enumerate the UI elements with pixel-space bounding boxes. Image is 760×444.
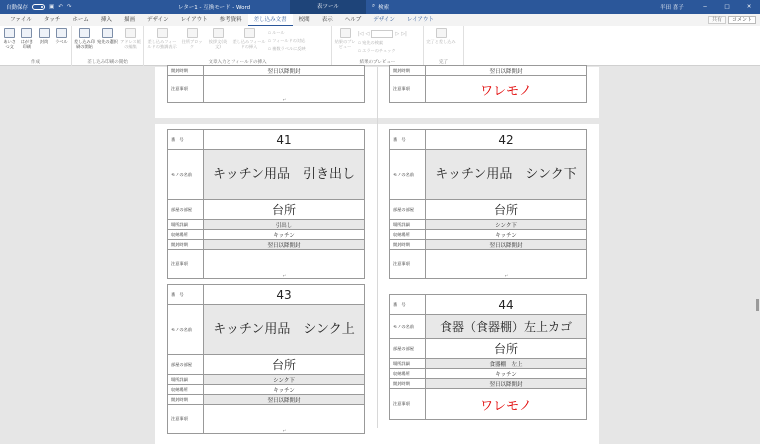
tab-touch[interactable]: タッチ [43, 17, 61, 23]
tab-references[interactable]: 参考資料 [219, 17, 242, 23]
close-button[interactable]: ✕ [746, 4, 752, 10]
tab-table-layout[interactable]: レイアウト [406, 17, 434, 23]
label-card [389, 129, 587, 279]
field-label-note: 注意事項 [390, 389, 426, 419]
field-label-destination: 収納場所 [390, 369, 426, 378]
field-label-place: 場所詳細 [390, 359, 426, 368]
field-label-open: 開封時期 [168, 395, 204, 404]
comment-button[interactable]: コメント [728, 16, 756, 24]
field-label-room: 部屋の部屋 [168, 200, 204, 219]
table-tools-tab: 表ツール [290, 0, 366, 14]
update-labels-button[interactable]: ▫ 複数ラベルに反映 [268, 46, 306, 52]
field-label-num: 番 号 [390, 130, 426, 149]
tab-file[interactable]: ファイル [10, 17, 32, 23]
value-room[interactable]: 台所 [493, 203, 518, 217]
minimize-button[interactable]: ─ [703, 4, 707, 10]
group-start-merge: 差し込み印刷の開始 宛先の選択 アドレス帳の編集 差し込み印刷の開始 [72, 26, 144, 66]
tab-view[interactable]: 表示 [321, 17, 333, 23]
field-label-note: 注意事項 [168, 250, 204, 278]
share-button[interactable]: 共有 [708, 16, 726, 24]
preview-icon [340, 28, 351, 38]
recipients-icon [102, 28, 113, 38]
label-card [389, 294, 587, 420]
finish-icon [436, 28, 447, 38]
match-fields-button[interactable]: ▫ フィールドの対応 [268, 38, 306, 44]
value-name[interactable]: キッチン用品 シンク下 [435, 166, 577, 182]
value-name[interactable]: 食器（食器棚）左上カゴ [439, 320, 572, 334]
value-open[interactable]: 翌日以降開封 [267, 68, 301, 75]
value-destination[interactable]: キッチン [273, 387, 295, 394]
postcard-icon [21, 28, 32, 38]
value-num[interactable]: 44 [498, 297, 514, 312]
address-icon [187, 28, 198, 38]
envelope-button[interactable]: 封筒 [37, 28, 52, 66]
value-destination[interactable]: キッチン [495, 232, 517, 239]
value-place[interactable]: シンク下 [273, 377, 295, 384]
group-create: あいさつ文 はがき印刷 封筒 ラベル 作成 [0, 26, 72, 66]
field-label-open: 開封時期 [390, 240, 426, 249]
label-column-divider [377, 67, 378, 428]
field-label-place: 場所詳細 [168, 220, 204, 229]
group-finish: 完了と差し込み 完了 [424, 26, 464, 66]
value-name[interactable]: キッチン用品 シンク上 [213, 321, 355, 337]
redo-icon[interactable]: ↷ [66, 4, 72, 10]
value-note[interactable]: ↵ [504, 273, 509, 278]
record-navigator[interactable] [358, 28, 407, 38]
ribbon-tabs [0, 14, 760, 26]
document-title: レター1 - 互換モード - Word [178, 5, 251, 11]
save-icon[interactable]: ▣ [49, 4, 55, 10]
finish-merge-button[interactable]: 完了と差し込み [426, 28, 456, 66]
highlight-icon [157, 28, 168, 38]
field-label-destination: 収納場所 [390, 230, 426, 239]
value-room[interactable]: 台所 [493, 342, 518, 356]
tab-mailings[interactable]: 差し込み文書 [248, 14, 293, 26]
user-name[interactable]: 半田 喜子 [660, 5, 684, 11]
search-icon: ⌕ [372, 3, 376, 9]
value-note-fragile[interactable]: ワレモノ [480, 83, 532, 99]
edit-list-icon [125, 28, 136, 38]
field-label-open: 開封時期 [168, 66, 204, 75]
value-num[interactable]: 42 [498, 132, 514, 147]
value-place[interactable]: 食器棚 左上 [489, 361, 523, 368]
rules-button[interactable]: ▫ ルール [268, 30, 306, 36]
insert-field-button[interactable]: 差し込みフィールドの挿入 [232, 28, 266, 66]
prev-record-icon[interactable]: ◁ [365, 31, 370, 37]
value-name[interactable]: キッチン用品 引き出し [212, 166, 356, 182]
autosave-label: 自動保存 [6, 5, 29, 11]
value-room[interactable]: 台所 [271, 358, 296, 372]
field-label-room: 部屋の部屋 [390, 200, 426, 219]
field-label-open: 開封時期 [390, 66, 426, 75]
group-preview: 結果のプレビュー |◁ ◁ ▷ ▷| ▫ 宛先の検索 ▫ エラーのチェック 結果のプレビュー [332, 26, 424, 66]
document-area[interactable] [0, 67, 760, 433]
undo-icon[interactable]: ↶ [58, 4, 63, 10]
label-card [167, 284, 365, 434]
insert-field-icon [244, 28, 255, 38]
value-num[interactable]: 41 [276, 132, 292, 147]
tab-home[interactable]: ホーム [72, 17, 89, 23]
field-label-num: 番 号 [168, 130, 204, 149]
value-open[interactable]: 翌日以降開封 [489, 242, 523, 249]
value-open[interactable]: 翌日以降開封 [267, 242, 301, 249]
preview-results-button[interactable]: 結果のプレビュー [334, 28, 356, 66]
value-open[interactable]: 翌日以降開封 [267, 397, 301, 404]
check-errors-button[interactable]: ▫ エラーのチェック [358, 48, 407, 54]
label-partial-left [167, 65, 365, 103]
first-record-icon[interactable]: |◁ [358, 31, 364, 37]
value-note[interactable]: ↵ [282, 428, 287, 433]
search-box[interactable] [372, 3, 389, 11]
value-num[interactable]: 43 [276, 287, 292, 302]
field-label-name: モノの名前 [168, 150, 204, 199]
value-destination[interactable]: キッチン [495, 371, 517, 378]
highlight-fields-button[interactable]: 差し込みフィールドの強調表示 [146, 28, 178, 66]
label-partial-right [389, 65, 587, 103]
value-open[interactable]: 翌日以降開封 [489, 381, 523, 388]
start-merge-button[interactable]: 差し込み印刷の開始 [74, 28, 95, 66]
field-label-room: 部屋の部屋 [390, 339, 426, 358]
letter-icon [4, 28, 15, 38]
tab-insert[interactable]: 挿入 [100, 17, 112, 23]
value-note[interactable]: ↵ [282, 97, 287, 102]
value-open[interactable]: 翌日以降開封 [489, 68, 523, 75]
merge-icon [79, 28, 90, 38]
value-room[interactable]: 台所 [271, 203, 296, 217]
field-label-room: 部屋の部屋 [168, 355, 204, 374]
labels-button[interactable]: ラベル [54, 28, 69, 66]
address-block-button[interactable]: 住所ブロック [180, 28, 204, 66]
greeting-line-button[interactable]: 挨拶文(英文) [206, 28, 230, 66]
vertical-scrollbar[interactable] [756, 299, 759, 311]
envelope-icon [39, 28, 50, 38]
field-label-num: 番 号 [168, 285, 204, 304]
find-recipient-button[interactable]: ▫ 宛先の検索 [358, 40, 407, 46]
edit-list-button[interactable]: アドレス帳の編集 [120, 28, 141, 66]
tab-help[interactable]: ヘルプ [344, 17, 362, 23]
record-number-input[interactable] [371, 30, 393, 38]
value-place[interactable]: シンク下 [495, 222, 517, 229]
autosave-toggle[interactable] [32, 4, 45, 10]
search-label: 検索 [378, 5, 390, 11]
field-label-place: 場所詳細 [168, 375, 204, 384]
ribbon [0, 26, 760, 66]
field-label-name: モノの名前 [390, 150, 426, 199]
next-record-icon[interactable]: ▷ [395, 31, 400, 37]
group-fields: 差し込みフィールドの強調表示 住所ブロック 挨拶文(英文) 差し込みフィールドの挿入 ▫ ルール ▫ フィールドの対応 ▫ 複数ラベルに反映 文章入力とフィールドの挿入 [144, 26, 332, 66]
greeting-button[interactable]: あいさつ文 [2, 28, 17, 66]
maximize-button[interactable]: □ [724, 4, 730, 10]
labels-icon [56, 28, 67, 38]
tab-design[interactable]: デザイン [146, 17, 169, 23]
value-destination[interactable]: キッチン [273, 232, 295, 239]
field-label-note: 注意事項 [390, 250, 426, 278]
field-label-open: 開封時期 [390, 379, 426, 388]
value-note-fragile[interactable]: ワレモノ [480, 398, 532, 414]
title-bar [0, 0, 760, 14]
value-note[interactable]: ↵ [282, 273, 287, 278]
tab-table-design[interactable]: デザイン [373, 17, 395, 23]
field-label-note: 注意事項 [168, 405, 204, 433]
select-recipients-button[interactable]: 宛先の選択 [97, 28, 118, 66]
field-label-destination: 収納場所 [168, 385, 204, 394]
field-label-place: 場所詳細 [390, 220, 426, 229]
postcard-button[interactable]: はがき印刷 [19, 28, 34, 66]
last-record-icon[interactable]: ▷| [401, 31, 407, 37]
field-label-destination: 収納場所 [168, 230, 204, 239]
field-label-num: 番 号 [390, 295, 426, 314]
label-card [167, 129, 365, 279]
tab-layout[interactable]: レイアウト [180, 17, 208, 23]
greeting-icon [213, 28, 224, 38]
field-label-open: 開封時期 [168, 240, 204, 249]
field-label-note: 注意事項 [168, 76, 204, 102]
tab-review[interactable]: 校閲 [298, 17, 310, 23]
field-label-name: モノの名前 [168, 305, 204, 354]
field-label-name: モノの名前 [390, 315, 426, 338]
value-place[interactable]: 引出し [275, 222, 293, 229]
tab-draw[interactable]: 描画 [123, 17, 135, 23]
field-label-note: 注意事項 [390, 76, 426, 102]
